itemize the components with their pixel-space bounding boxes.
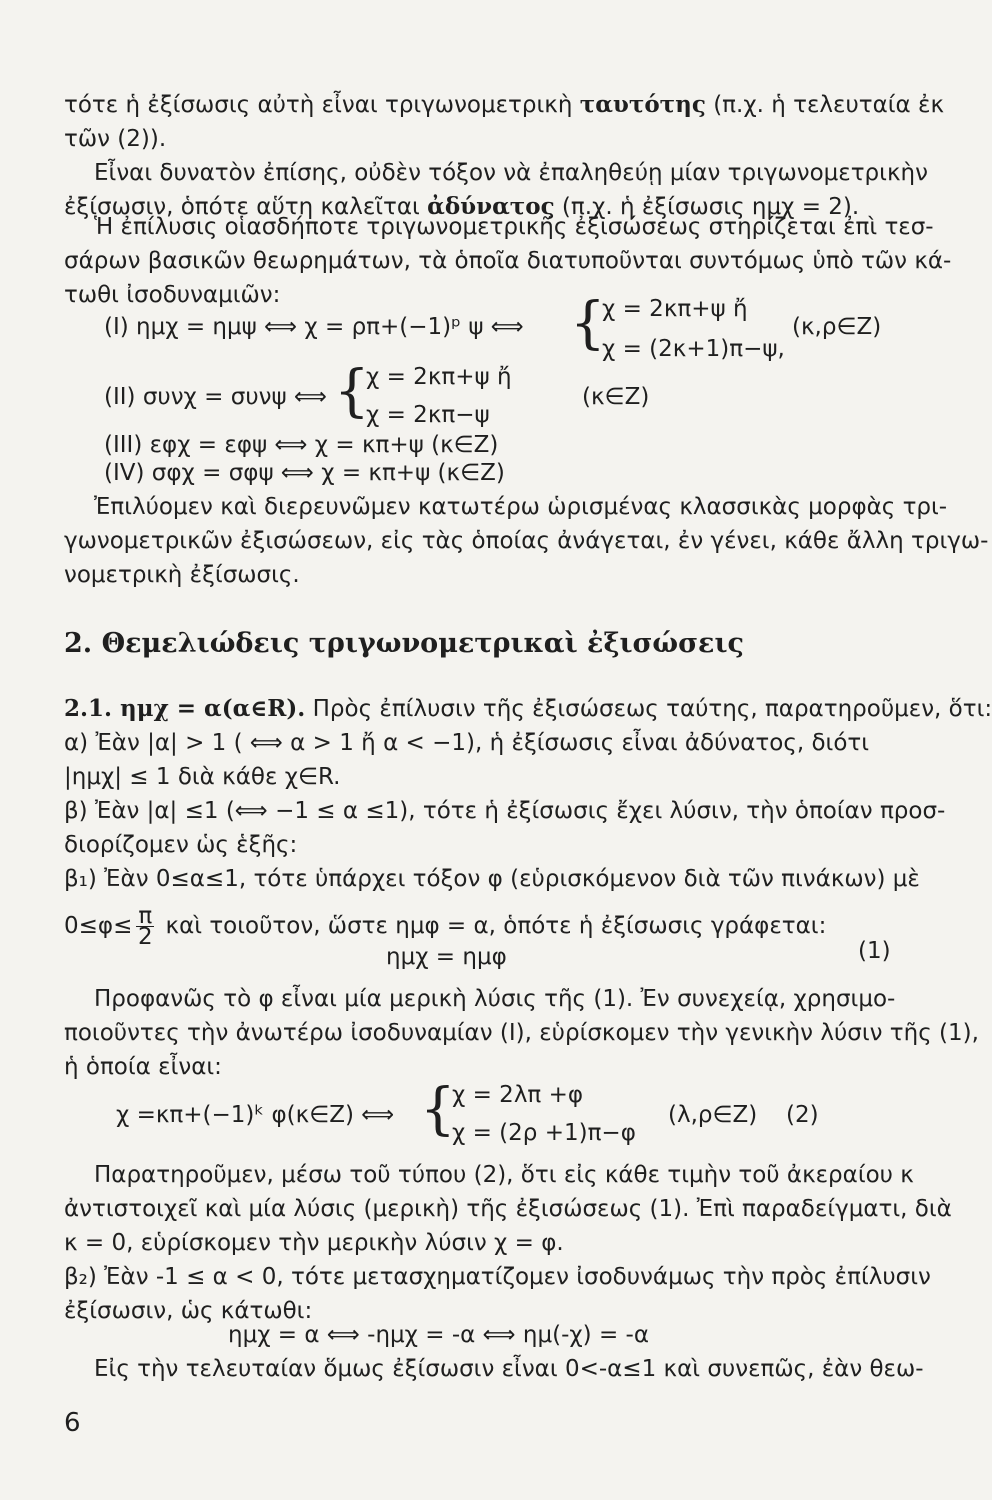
brace: { — [570, 291, 606, 356]
section-heading: 2. Θεμελιώδεις τριγωνομετρικαὶ ἐξισώσεις — [64, 628, 744, 659]
paragraph-particular — [64, 1158, 952, 1328]
subsection-title: 2.1. ημχ = α(α∈R). — [64, 695, 306, 722]
paragraph-general-solution — [64, 982, 979, 1084]
equation-2-case1: χ = 2λπ +φ — [452, 1082, 584, 1108]
text-line: τότε ἡ ἐξίσωσις αὐτὴ εἶναι τριγωνομετρικὴ ταυτότης (π.χ. ἡ τελευταία ἐκ — [64, 91, 945, 118]
page-number: 6 — [64, 1408, 81, 1438]
text-line: β₂) Ἐὰν -1 ≤ α < 0, τότε μετασχηματίζομεν ἰσοδυνάμως τὴν πρὸς ἐπίλυσιν — [64, 1264, 931, 1290]
fraction-pi-over-2: $\frac{\pi}{2}$ — [137, 903, 153, 950]
text-line: κ = 0, εὑρίσκομεν τὴν μερικὴν λύσιν χ = φ. — [64, 1230, 564, 1256]
paragraph-final — [64, 1352, 924, 1386]
paragraph-classic-forms — [64, 490, 989, 592]
text-line: ἡ ὁποία εἶναι: — [64, 1054, 222, 1080]
paragraph-theorems — [64, 210, 952, 312]
text-line: ἀντιστοιχεῖ καὶ μία λύσις (μερικὴ) τῆς ἐξισώσεως (1). Ἐπὶ παραδείγματι, διὰ — [64, 1196, 952, 1222]
text-line: ποιοῦντες τὴν ἀνωτέρω ἰσοδυναμίαν (I), εὑρίσκομεν τὴν γενικὴν λύσιν τῆς (1), — [64, 1020, 979, 1046]
text-line: Ἐπιλύομεν καὶ διερευνῶμεν κατωτέρω ὡρισμένας κλασσικὰς μορφὰς τρι- — [94, 494, 948, 520]
text-line: νομετρικὴ ἐξίσωσις. — [64, 562, 300, 588]
equation-1-label: (1) — [858, 938, 891, 964]
equation-transform: ημχ = α ⟺ -ημχ = -α ⟺ ημ(-χ) = -α — [228, 1322, 649, 1348]
text-line: τῶν (2)). — [64, 126, 167, 152]
equation-2-condition: (λ,ρ∈Z) — [668, 1102, 758, 1128]
text-line: Παρατηροῦμεν, μέσω τοῦ τύπου (2), ὅτι εἰς κάθε τιμὴν τοῦ ἀκεραίου κ — [94, 1162, 914, 1188]
text-line: β₁) Ἐὰν 0≤α≤1, τότε ὑπάρχει τόξον φ (εὑρισκόμενον διὰ τῶν πινάκων) μὲ — [64, 866, 920, 892]
text-line: α) Ἐὰν |α| > 1 ( ⟺ α > 1 ἤ α < −1), ἡ ἐξίσωσις εἶναι ἀδύνατος, διότι — [64, 730, 870, 756]
text-line: σάρων βασικῶν θεωρημάτων, τὰ ὁποῖα διατυποῦνται συντόμως ὑπὸ τῶν κά- — [64, 248, 952, 274]
equation-i-condition: (κ,ρ∈Z) — [792, 314, 882, 340]
equation-i-case2: χ = (2κ+1)π−ψ, — [602, 336, 785, 362]
text-line: διορίζομεν ὡς ἑξῆς: — [64, 832, 298, 858]
text-line: Εἶναι δυνατὸν ἐπίσης, οὐδὲν τόξον νὰ ἐπαληθεύῃ μίαν τριγωνομετρικὴν — [94, 160, 928, 186]
text-line: β) Ἐὰν |α| ≤1 (⟺ −1 ≤ α ≤1), τότε ἡ ἐξίσωσις ἔχει λύσιν, τὴν ὁποίαν προσ- — [64, 798, 946, 824]
equation-iii: (III) εφχ = εφψ ⟺ χ = κπ+ψ (κ∈Z) — [104, 432, 499, 458]
text-line: Εἰς τὴν τελευταίαν ὅμως ἐξίσωσιν εἶναι 0<-α≤1 καὶ συνεπῶς, ἐὰν θεω- — [94, 1356, 924, 1382]
equation-ii-condition: (κ∈Z) — [582, 384, 650, 410]
text-line: τωθι ἰσοδυναμιῶν: — [64, 282, 281, 308]
paragraph-section-2-1 — [64, 692, 992, 896]
text-line: Ἡ ἐπίλυσις οἱασδήποτε τριγωνομετρικῆς ἐξισώσεως στηρίζεται ἐπὶ τεσ- — [94, 214, 934, 240]
text-line: ἐξίσωσιν, ὁπότε αὕτη καλεῖται ἀδύνατος (π.χ. ἡ ἐξίσωσις ημχ = 2). — [64, 193, 860, 220]
equation-iv: (IV) σφχ = σφψ ⟺ χ = κπ+ψ (κ∈Z) — [104, 460, 505, 486]
bold-term-impossible: ἀδύνατος — [427, 193, 555, 220]
equation-2-left: χ =κπ+(−1)ᵏ φ(κ∈Z) ⟺ — [116, 1102, 395, 1128]
text-line: |ημχ| ≤ 1 διὰ κάθε χ∈R. — [64, 764, 341, 790]
text-line: Προφανῶς τὸ φ εἶναι μία μερικὴ λύσις τῆς (1). Ἐν συνεχείᾳ, χρησιμο- — [94, 986, 896, 1012]
brace: { — [334, 359, 370, 424]
equation-i-left: (I) ημχ = ημψ ⟺ χ = ρπ+(−1)ᵖ ψ ⟺ — [104, 314, 524, 340]
equation-ii-left: (II) συνχ = συνψ ⟺ — [104, 384, 327, 410]
text-line: 2.1. ημχ = α(α∈R). Πρὸς ἐπίλυσιν τῆς ἐξισώσεως ταύτης, παρατηροῦμεν, ὅτι: — [64, 695, 992, 722]
equation-1: ημχ = ημφ — [386, 944, 507, 970]
equation-ii-case2: χ = 2κπ−ψ — [366, 402, 490, 428]
text-line: ἐξίσωσιν, ὡς κάτωθι: — [64, 1298, 313, 1324]
equation-2-label: (2) — [786, 1102, 819, 1128]
text-line: γωνομετρικῶν ἐξισώσεων, εἰς τὰς ὁποίας ἀνάγεται, ἐν γένει, κάθε ἄλλη τριγω- — [64, 528, 989, 554]
equation-i-case1: χ = 2κπ+ψ ἤ — [602, 296, 748, 322]
bold-term-identity: ταυτότης — [579, 91, 706, 118]
equation-2-case2: χ = (2ρ +1)π−φ — [452, 1120, 636, 1146]
equation-ii-case1: χ = 2κπ+ψ ἤ — [366, 364, 512, 390]
paragraph-intro — [64, 88, 945, 156]
fraction-line: 0≤φ≤ $\frac{\pi}{2}$ καὶ τοιοῦτον, ὥστε ημφ = α, ὁπότε ἡ ἐξίσωσις γράφεται: — [64, 903, 827, 950]
brace: { — [420, 1077, 456, 1142]
